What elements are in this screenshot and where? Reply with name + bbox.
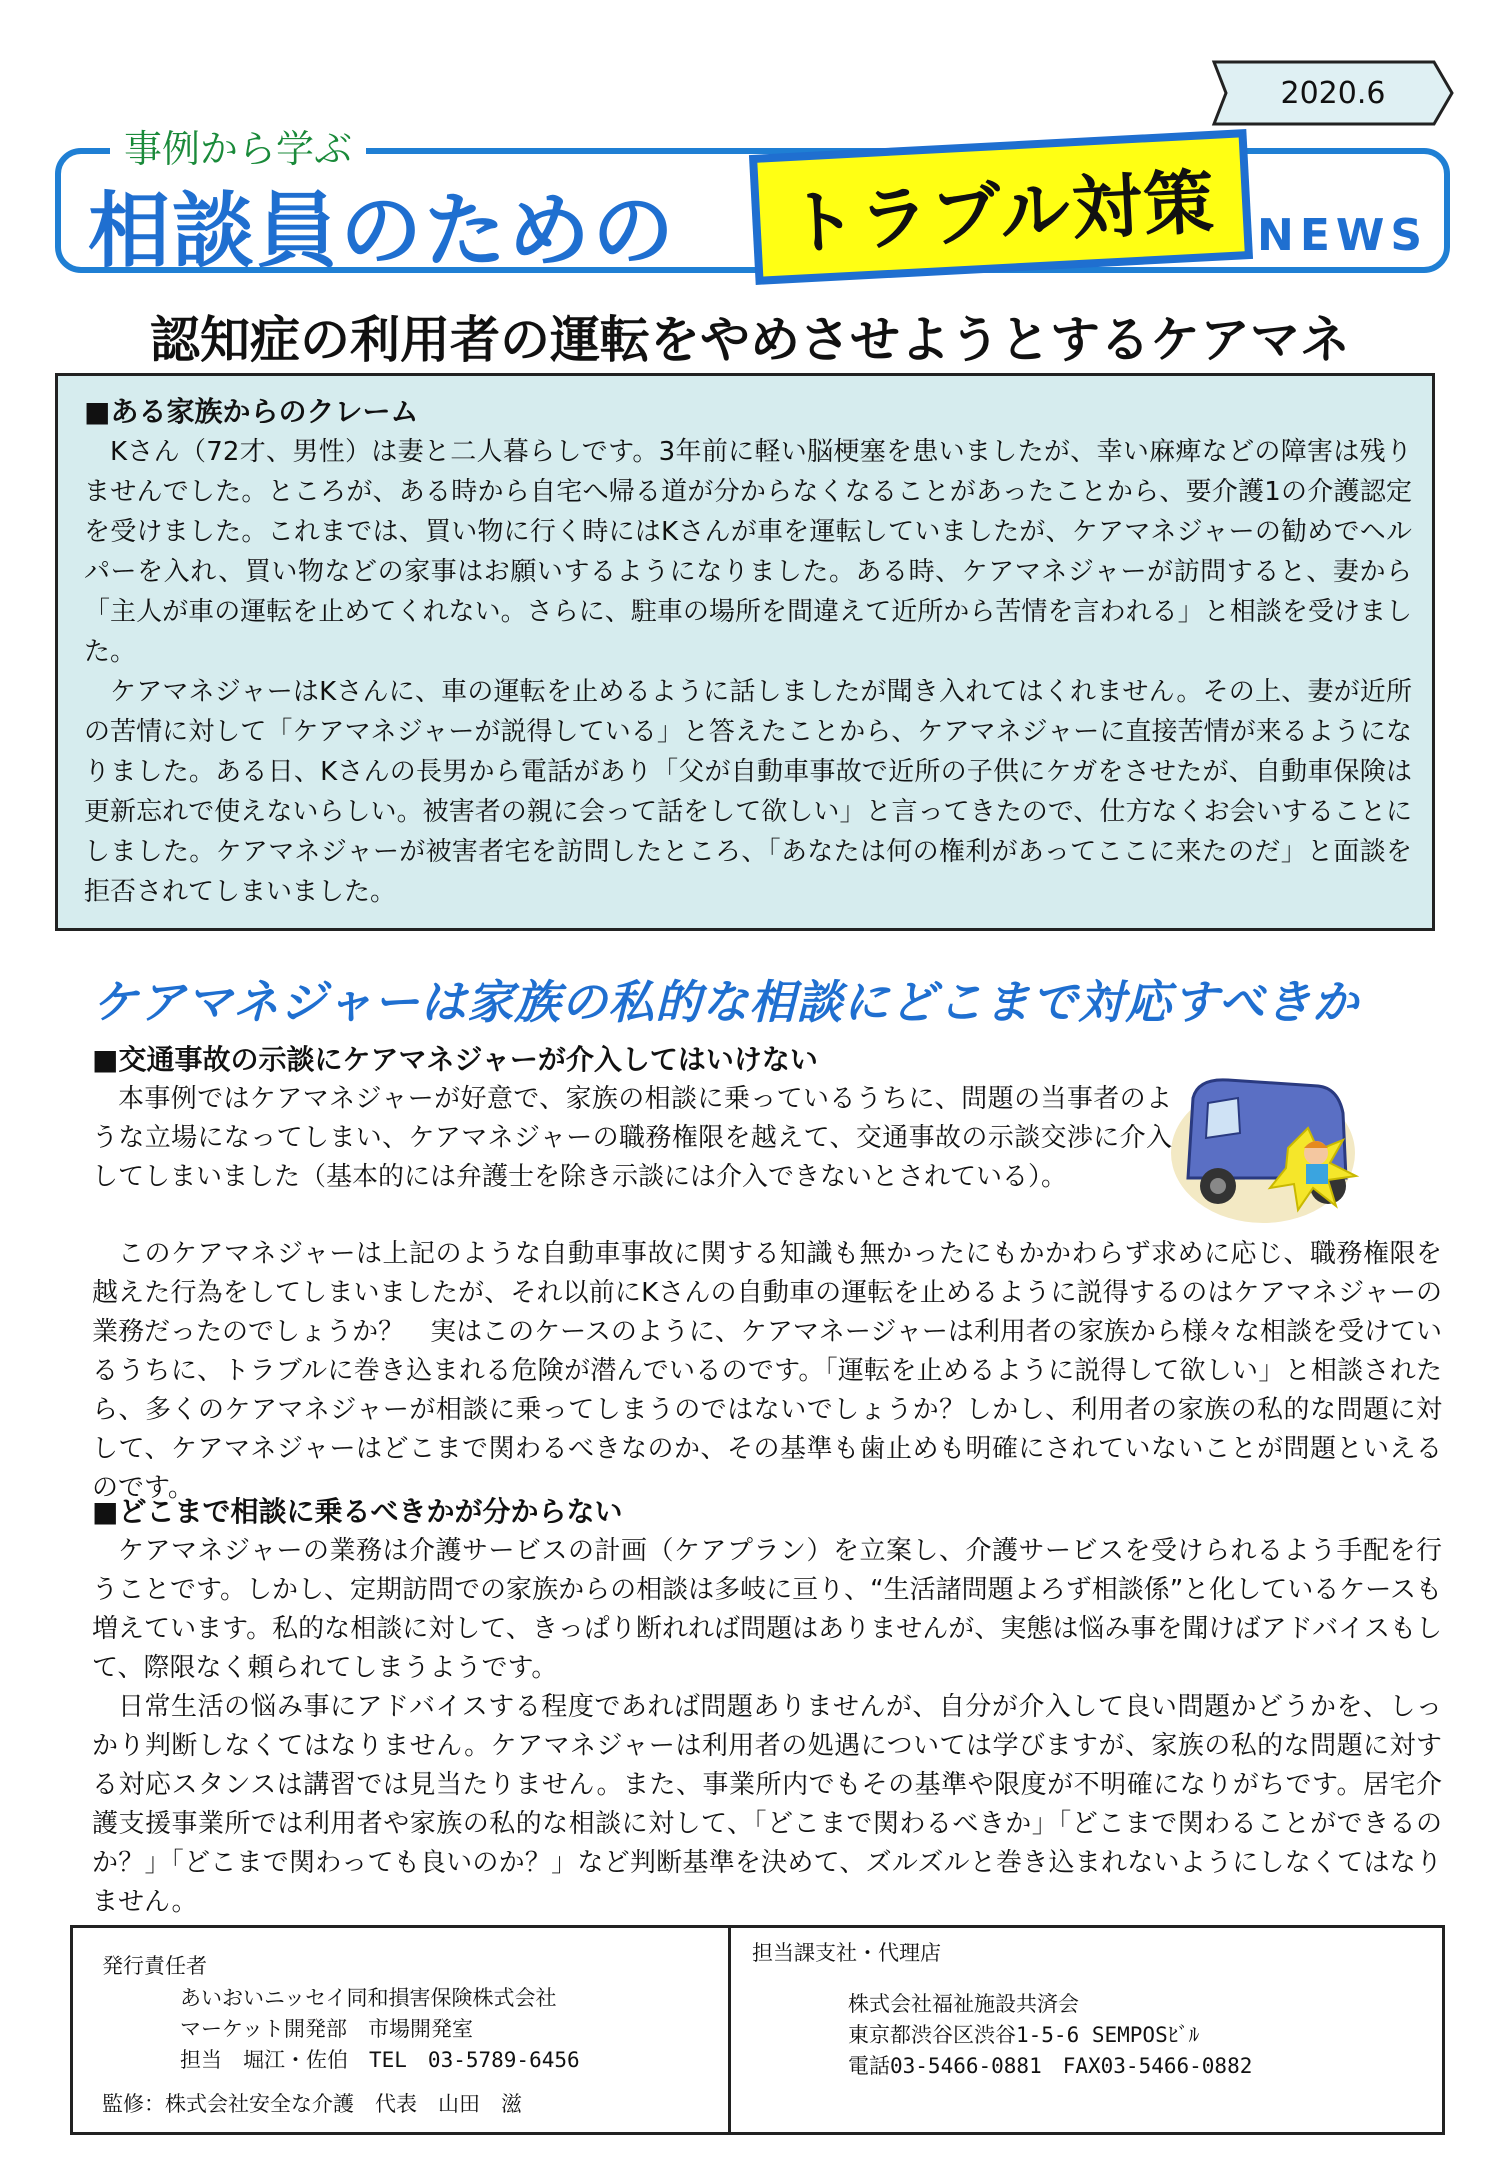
body-paragraph: ケアマネジャーの業務は介護サービスの計画（ケアプラン）を立案し、介護サービスを受けられるよう手配を行うことです。しかし、定期訪問での家族からの相談は多岐に亘り、“生活諸問題よろず相談係”と化しているケースも増えています。私的な相談に対して、きっぱり断れれば問題はありませんが、実態は悩み事を聞けばアドバイスもして、際限なく頼られてしまうようです。 [92, 1536, 1442, 1683]
supervisor-credit: 監修：株式会社安全な介護 代表 山田 滋 [102, 2092, 522, 2116]
issue-date: 2020.6 [1280, 75, 1386, 111]
body-heading-scope: ■どこまで相談に乗るべきかが分からない [92, 1495, 623, 1528]
publisher-contact: 担当 堀江・佐伯 TEL 03-5789-6456 [180, 2048, 580, 2072]
claim-box [55, 373, 1435, 931]
body-paragraph: このケアマネジャーは上記のような自動車事故に関する知識も無かったにもかかわらず求めに応じ、職務権限を越えた行為をしてしまいましたが、それ以前にKさんの自動車の運転を止めるように説得するのはケアマネジャーの業務だったのでしょうか？ 実はこのケースのように、ケアマネージャーは利用者の家族から様々な相談を受けているうちに、トラブルに巻き込まれる危険が潜んでいるのです。「運転を止めるように説得して欲しい」と相談されたら、多くのケアマネジャーが相談に乗ってしまうのではないでしょうか？しかし、利用者の家族の私的な問題に対して、ケアマネジャーはどこまで関わるべきなのか、その基準も歯止めも明確にされていないことが問題といえるのです。 [92, 1239, 1442, 1503]
masthead-kicker: 事例から学ぶ [110, 118, 366, 173]
body-section-scope [92, 1490, 1442, 1922]
publisher-department: マーケット開発部 市場開発室 [180, 2017, 473, 2041]
claim-paragraph: ケアマネジャーはKさんに、車の運転を止めるように話しましたが聞き入れてはくれません。その上、妻が近所の苦情に対して「ケアマネジャーが説得している」と答えたことから、ケアマネジャーに直接苦情が来るようになりました。ある日、Kさんの長男から電話があり「父が自動車事故で近所の子供にケガをさせたが、自動車保険は更新忘れで使えないらしい。被害者の親に会って話をして欲しい」と言ってきたので、仕方なくお会いすることにしました。ケアマネジャーが被害者宅を訪問したところ、「あなたは何の権利があってここに来たのだ」と面談を拒否されてしまいました。 [84, 677, 1412, 907]
body-section-traffic [92, 1038, 1172, 1197]
body-paragraph: 本事例ではケアマネジャーが好意で、家族の相談に乗っているうちに、問題の当事者のような立場になってしまい、ケアマネジャーの職務権限を越えて、交通事故の示談交渉に介入してしまいました（基本的には弁護士を除き示談には介入できないとされている）。 [92, 1084, 1172, 1192]
car-accident-illustration [1168, 1058, 1368, 1228]
masthead-news-label: NEWS [1257, 210, 1429, 261]
body-section-continued [92, 1235, 1442, 1508]
claim-paragraph: Kさん（72才、男性）は妻と二人暮らしです。3年前に軽い脳梗塞を患いましたが、幸い麻痺などの障害は残りませんでした。ところが、ある時から自宅へ帰る道が分からなくなることがあったことから、要介護1の介護認定を受けました。これまでは、買い物に行く時にはKさんが車を運転していましたが、ケアマネジャーの勧めでヘルパーを入れ、買い物などの家事はお願いするようになりました。ある時、ケアマネジャーが訪問すると、妻から「主人が車の運転を止めてくれない。さらに、駐車の場所を間違えて近所から苦情を言われる」と相談を受けました。 [84, 437, 1412, 667]
footer-divider [728, 1925, 731, 2135]
body-heading-traffic: ■交通事故の示談にケアマネジャーが介入してはいけない [92, 1043, 818, 1076]
agency-label: 担当課支社・代理店 [752, 1941, 941, 1965]
main-headline: 認知症の利用者の運転をやめさせようとするケアマネ [150, 311, 1350, 369]
agency-name: 株式会社福祉施設共済会 [848, 1992, 1079, 2016]
agency-phone: 電話03-5466-0881 FAX03-5466-0882 [848, 2054, 1253, 2078]
section-headline: ケアマネジャーは家族の私的な相談にどこまで対応すべきか [92, 975, 1360, 1029]
body-paragraph: 日常生活の悩み事にアドバイスする程度であれば問題ありませんが、自分が介入して良い問題かどうかを、しっかり判断しなくてはなりません。ケアマネジャーは利用者の処遇については学びますが、家族の私的な問題に対する対応スタンスは講習では見当たりません。また、事業所内でもその基準や限度が不明確になりがちです。居宅介護支援事業所では利用者や家族の私的な相談に対して、「どこまで関わるべきか」「どこまで関わることができるのか？」「どこまで関わっても良いのか？」など判断基準を決めて、ズルズルと巻き込まれないようにしなくてはなりません。 [92, 1692, 1442, 1917]
masthead-title: 相談員のための [88, 184, 677, 279]
publisher-label: 発行責任者 [102, 1954, 207, 1978]
agency-address: 東京都渋谷区渋谷1-5-6 SEMPOSﾋﾞﾙ [848, 2023, 1200, 2047]
publisher-company: あいおいニッセイ同和損害保険株式会社 [180, 1986, 557, 2010]
claim-heading: ■ある家族からのクレーム [84, 395, 419, 428]
masthead-badge-text: トラブル対策 [784, 160, 1218, 265]
